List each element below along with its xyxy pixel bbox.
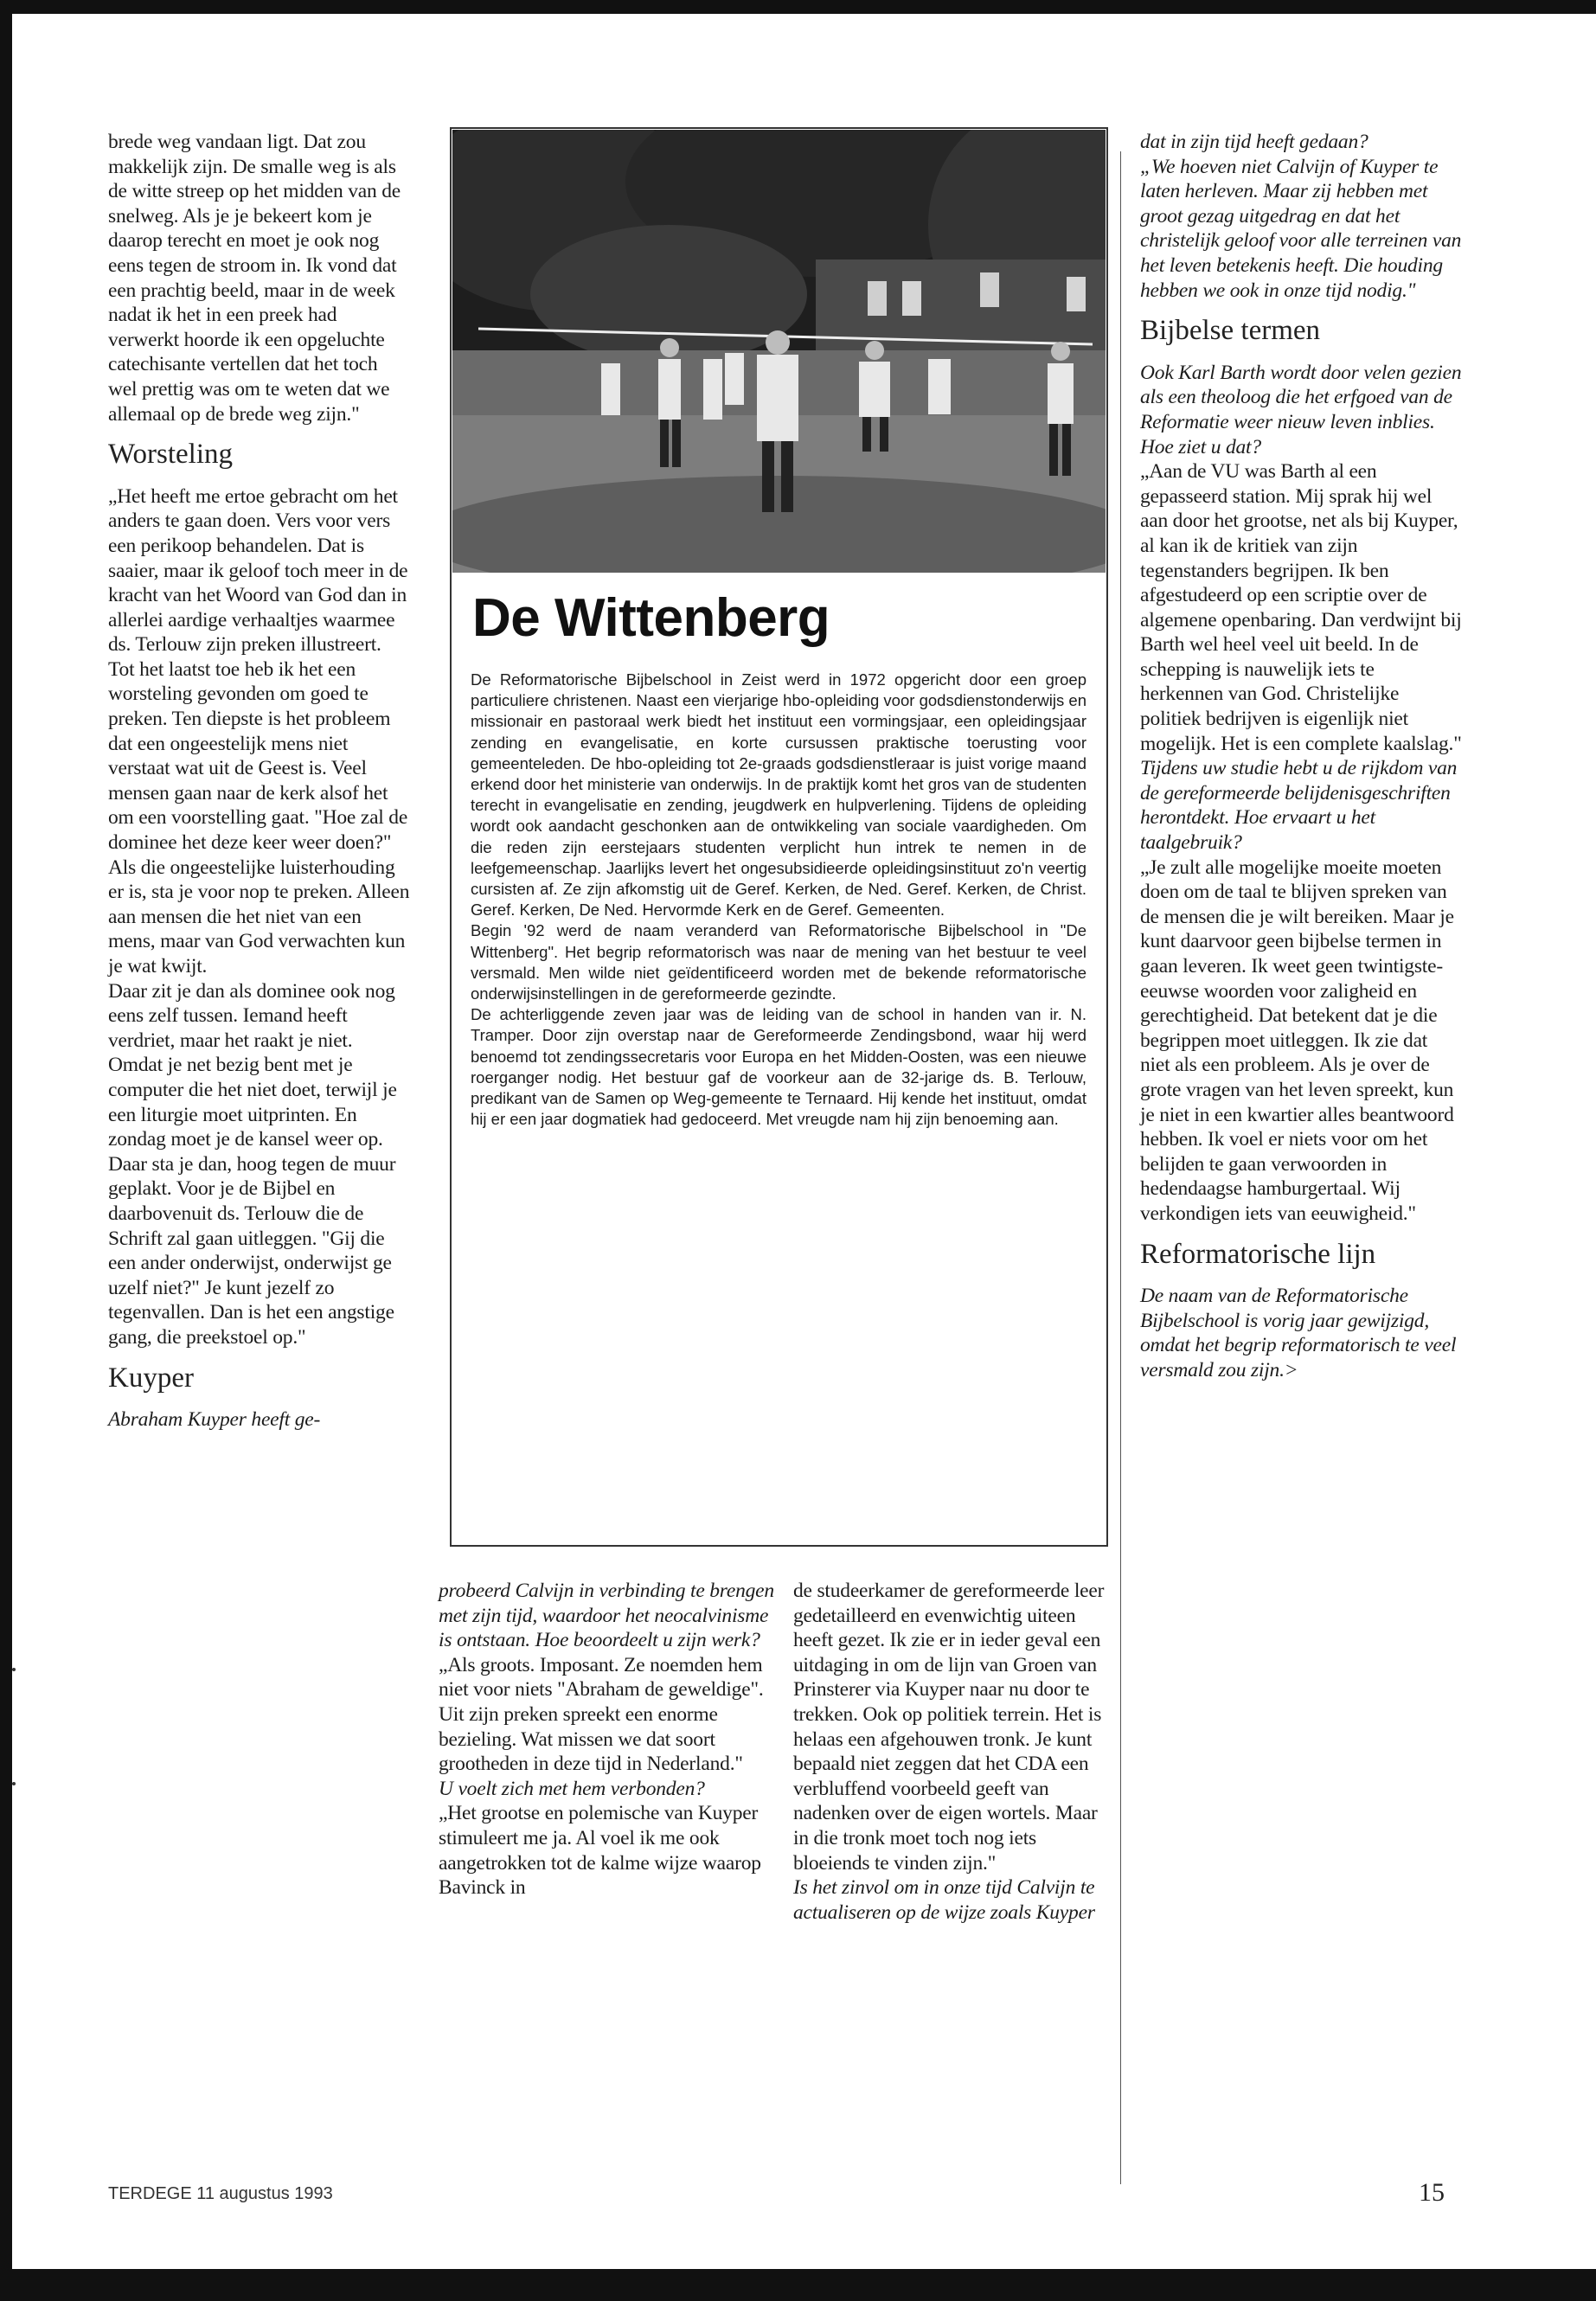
sidebar-paragraph: De achterliggende zeven jaar was de leiding van de school in handen van ir. N. Tramper. Door zijn overstap naar de Gereformeerde Zendingsbond, waar hij werd benoemd tot zendingssecretaris voor Europa en het Midden-Oosten, was een nieuwe roerganger nodig. Het bestuur gaf de voorkeur aan de 32-jarige ds. B. Terlouw, predikant van de Samen op Weg-gemeente te Ternaard. Hij kende het instituut, omdat hij er een jaar dogmatiek had gedoceerd. Met vreugde nam hij zijn benoeming aan. [471,1005,1086,1129]
sidebar-box-de-wittenberg [450,127,1108,1547]
interview-question: Tijdens uw studie hebt u de rijkdom van de gereformeerde belijdenisgeschriften herontdekt. Hoe ervaart u het taalgebruik? [1140,757,1458,855]
interview-question: dat in zijn tijd heeft gedaan? [1140,131,1368,153]
subheading-kuyper: Kuyper [108,1362,194,1394]
scan-edge-left [0,0,12,2301]
interview-answer: „Het grootse en polemische van Kuyper stimuleert me ja. Al voel ik me ook aangetrokken tot de kalme wijze waarop Bavinck in [439,1802,761,1900]
scan-edge-bottom [0,2269,1596,2301]
column-right [1140,130,1462,1383]
interview-question: Is het zinvol om in onze tijd Calvijn te actualiseren op de wijze zoals Kuyper [793,1876,1095,1924]
subheading-worsteling: Worsteling [108,439,233,471]
column-left [108,130,411,1433]
page-number: 15 [1419,2178,1445,2207]
paragraph: „Het heeft me ertoe gebracht om het anders te gaan doen. Vers voor vers een perikoop behandelen. Dat is saaier, maar ik geloof toch meer in de kracht van het Woord van God dan in allerlei aardige verhaaltjes waarmee ds. Terlouw zijn preken illustreert. [108,484,408,657]
subheading-bijbelse-termen: Bijbelse termen [1140,315,1321,347]
scan-speck [12,1782,16,1785]
interview-answer: de studeerkamer de gereformeerde leer gedetailleerd en evenwichtig uiteen heeft gezet. Ik zie er in ieder geval een uitdaging in om de lijn van Groen van Prinsterer via Kuyper naar nu door te trekken. Ook op politiek terrein. Het is helaas een afgehouwen tronk. Je kunt bepaald niet zeggen dat het CDA een verbluffend voorbeeld geeft van nadenken over de eigen wortels. Maar in die tronk moet toch nog iets bloeiends te vinden zijn." [793,1580,1105,1875]
folio: TERDEGE 11 augustus 1993 [108,2184,333,2203]
interview-question: probeerd Calvijn in verbinding te brengen met zijn tijd, waardoor het neocalvinisme is ontstaan. Hoe beoordeelt u zijn werk? [439,1580,774,1652]
sidebar-title: De Wittenberg [472,588,830,648]
column-middle-left [439,1579,776,1900]
sidebar-paragraph: De Reformatorische Bijbelschool in Zeist werd in 1972 opgericht door een groep particuliere christenen. Naast een vierjarige hbo-opleiding voor godsdienstonderwijs en missionair en pastoraal werk biedt het instituut een vormingsjaar, een opleidingsjaar zending en evangelisatie, en korte cursussen praktische toerusting voor gemeenteleden. De hbo-opleiding tot 2e-graads godsdienstleraar is juist vorige maand erkend door het ministerie van onderwijs. In de praktijk komt het gros van de studenten terecht in evangelisatie en zending, jeugdwerk en hulpverlening. Tijdens de opleiding wordt ook aandacht geschonken aan de ontwikkeling van sociale vaardigheden. Om die reden zijn eerstejaars studenten verplicht hun intrek te nemen in de leefgemeenschap. Jaarlijks levert het ongesubsidieerde opleidingsinstituut zo'n veertig cursisten af. Ze zijn afkomstig uit de Geref. Kerken, de Ned. Geref. Kerken, de Christ. Geref. Kerken, De Ned. Hervormde Kerk en de Geref. Gemeenten. [471,670,1086,920]
interview-question: De naam van de Reformatorische Bijbelschool is vorig jaar gewijzigd, omdat het begrip reformatorisch te veel versmald zou zijn.> [1140,1285,1457,1381]
photo-volleyball-students [452,130,1106,573]
interview-answer-italic: „We hoeven niet Calvijn of Kuyper te laten herleven. Maar zij hebben met groot gezag uitgedrag en dat het christelijk geloof voor alle terreinen van het leven betekenis heeft. Die houding hebben we ook in onze tijd nodig." [1140,155,1462,302]
interview-answer: „Als groots. Imposant. Ze noemden hem niet voor niets "Abraham de geweldige". Uit zijn preken spreekt een enorme bezieling. Wat missen we dat soort grootheden in deze tijd in Nederland." [439,1653,764,1776]
column-divider [1120,151,1121,2184]
paragraph: Tot het laatst toe heb ik het een worsteling gevonden om goed te preken. Ten diepste is het probleem dat een ongeestelijk mens niet verstaat wat uit de Geest is. Veel mensen gaan naar de kerk alsof het om een voorstelling gaat. "Hoe zal de dominee het deze keer weer doen?" Als die ongeestelijke luisterhouding er is, sta je voor nop te preken. Alleen aan mensen die het niet van een mens, maar van God verwachten kun je wat kwijt. [108,657,410,977]
sidebar-paragraph: Begin '92 werd de naam veranderd van Reformatorische Bijbelschool in "De Wittenberg". Het begrip reformatorisch was naar de mening van het bestuur te veel versmald. Men wilde niet geïdentificeerd worden met de bekende reformatorische onderwijsinstellingen in de gereformeerde gezindte. [471,921,1086,1003]
interview-question: Abraham Kuyper heeft ge- [108,1408,321,1432]
column-middle-right [793,1579,1113,1925]
interview-question: Ook Karl Barth wordt door velen gezien als een theoloog die het erfgoed van de Reformatie weer nieuw leven inblies. Hoe ziet u dat? [1140,361,1462,458]
scan-edge-top [0,0,1596,14]
interview-answer: „Aan de VU was Barth al een gepasseerd station. Mij sprak hij wel aan door het grootse, net als bij Kuyper, al kan ik de kritiek van zijn tegenstanders begrijpen. Ik ben afgestudeerd op een scriptie over de algemene openbaring. Dan verdwijnt bij Barth wel heel veel uit beeld. In de schepping is nauwelijk iets te herkennen van God. Christelijke politiek bedrijven is eigenlijk niet mogelijk. Het is een complete kaalslag." [1140,460,1462,755]
paragraph: brede weg vandaan ligt. Dat zou makkelijk zijn. De smalle weg is als de witte streep op het midden van de snelweg. Als je je bekeert kom je daarop terecht en moet je ook nog eens tegen de stroom in. Ik vond dat een prachtig beeld, maar in de week nadat ik het in een preek had verwerkt hoorde ik een opgeluchte catechisante vertellen dat het toch wel prettig was om te weten dat we allemaal op de brede weg zijn." [108,131,401,426]
interview-answer: „Je zult alle mogelijke moeite moeten doen om de taal te blijven spreken van de mensen die je wilt bereiken. Maar je kunt daarvoor geen bijbelse termen in gaan leveren. Ik weet geen twintigste-eeuwse woorden voor zaligheid en gerechtigheid. Dat betekent dat je die begrippen moet uitleggen. Ik zie dat niet als een probleem. Als je over de grote vragen van het leven spreekt, kun je niet in een kwartier alles beantwoord hebben. Ik voel er niets voor om het belijden te gaan verwoorden in hedendaagse hamburgertaal. Wij verkondigen iets van eeuwigheid." [1140,856,1454,1225]
scan-speck [12,1668,16,1671]
interview-question: U voelt zich met hem verbonden? [439,1777,705,1800]
subheading-reformatorische-lijn: Reformatorische lijn [1140,1238,1376,1270]
photo-image [452,130,1106,573]
paragraph: Daar zit je dan als dominee ook nog eens zelf tussen. Iemand heeft verdriet, maar het raakt je niet. Omdat je net bezig bent met je computer die het niet doet, terwijl je een liturgie moet uitprinten. En zondag moet je de kansel weer op. Daar sta je dan, hoog tegen de muur geplakt. Voor je de Bijbel en daarbovenuit ds. Terlouw die de Schrift zal gaan uitleggen. "Gij die een ander onderwijst, onderwijst ge uzelf niet?" Je kunt jezelf zo tegenvallen. Dan is het een angstige gang, die preekstoel op." [108,979,397,1349]
sidebar-body [471,670,1086,1130]
